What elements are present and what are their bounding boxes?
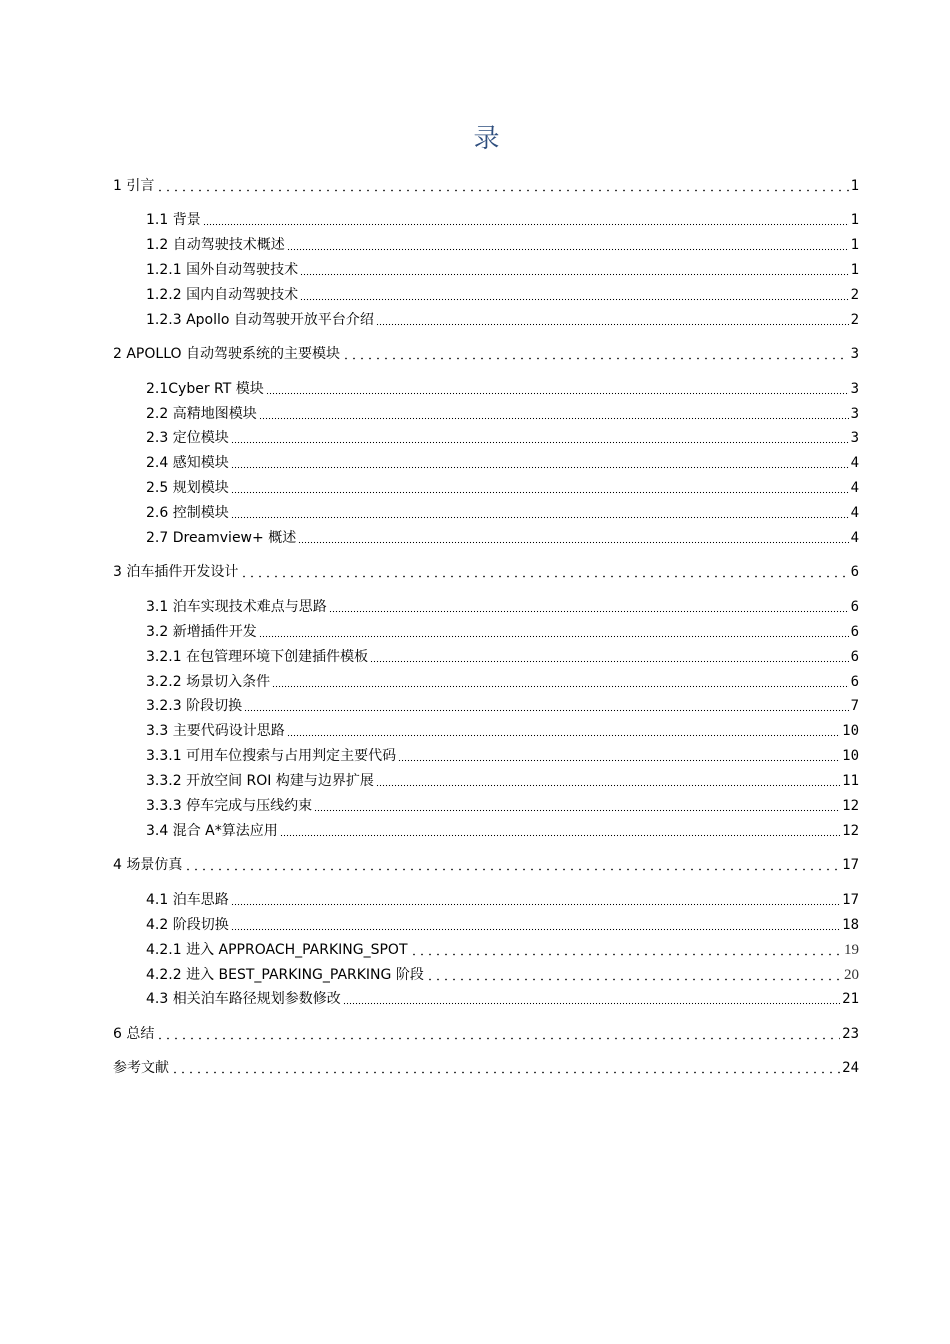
toc-entry-label: 1.2.3 Apollo 自动驾驶开放平台介绍	[146, 312, 374, 328]
toc-entry-label: 参考文献	[113, 1060, 169, 1076]
toc-entry-references[interactable]	[113, 1057, 859, 1079]
toc-entry-3-4[interactable]	[146, 820, 859, 842]
toc-entry-2-7[interactable]	[146, 527, 859, 549]
dot-leader	[410, 942, 842, 956]
toc-entry-2-1[interactable]	[146, 378, 859, 400]
toc-entry-page: 3	[850, 346, 859, 362]
toc-entry-label: 3.2 新增插件开发	[146, 624, 257, 640]
toc-entry-label: 2.2 高精地图模块	[146, 406, 257, 422]
toc-entry-page: 1	[850, 178, 859, 194]
toc-entry-2-6[interactable]	[146, 502, 859, 524]
toc-entry-page: 4	[850, 505, 859, 521]
toc-entry-page: 6	[850, 624, 859, 640]
toc-entry-label: 4 场景仿真	[113, 857, 183, 873]
toc-entry-page: 10	[842, 723, 859, 739]
toc-entry-label: 1 引言	[113, 178, 155, 194]
toc-entry-page: 1	[850, 262, 859, 278]
toc-entry-page: 2	[850, 312, 859, 328]
toc-entry-label: 2.3 定位模块	[146, 430, 229, 446]
dot-leader	[343, 991, 840, 1005]
toc-entry-page: 1	[850, 237, 859, 253]
toc-title: 录	[473, 124, 502, 154]
dot-leader	[298, 530, 848, 544]
toc-entry-label: 2.6 控制模块	[146, 505, 229, 521]
toc-entry-label: 4.1 泊车思路	[146, 892, 229, 908]
dot-leader	[300, 287, 848, 301]
toc-entry-label: 3.4 混合 A*算法应用	[146, 823, 278, 839]
toc-entry-1[interactable]	[113, 175, 859, 197]
toc-entry-page: 24	[842, 1060, 859, 1076]
toc-entry-page: 18	[842, 917, 859, 933]
toc-entry-label: 1.1 背景	[146, 212, 201, 228]
toc-entry-page: 7	[850, 698, 859, 714]
toc-entry-1-2-3[interactable]	[146, 309, 859, 331]
toc-entry-label: 3.1 泊车实现技术难点与思路	[146, 599, 327, 615]
dot-leader	[342, 346, 849, 360]
toc-entry-label: 2.7 Dreamview+ 概述	[146, 530, 297, 546]
toc-entry-page: 6	[850, 564, 859, 580]
toc-entry-page: 12	[842, 798, 859, 814]
toc-entry-4-3[interactable]	[146, 988, 859, 1010]
toc-entry-1-1[interactable]	[146, 209, 859, 231]
toc-entry-2-3[interactable]	[146, 427, 859, 449]
toc-entry-label: 4.2.1 进入 APPROACH_PARKING_SPOT	[146, 942, 408, 958]
dot-leader	[259, 406, 849, 420]
toc-entry-page: 4	[850, 480, 859, 496]
dot-leader	[184, 857, 840, 871]
dot-leader	[287, 723, 840, 737]
toc-entry-label: 3.2.3 阶段切换	[146, 698, 243, 714]
toc-entry-1-2-1[interactable]	[146, 259, 859, 281]
toc-entry-label: 3 泊车插件开发设计	[113, 564, 239, 580]
dot-leader	[266, 381, 849, 395]
dot-leader	[231, 430, 849, 444]
toc-entry-3-2-2[interactable]	[146, 671, 859, 693]
dot-leader	[231, 917, 840, 931]
toc-entry-page: 3	[850, 381, 859, 397]
dot-leader	[156, 1026, 840, 1040]
toc-entry-label: 3.3.2 开放空间 ROI 构建与边界扩展	[146, 773, 374, 789]
toc-entry-4-2-1[interactable]	[146, 939, 859, 961]
toc-entry-2[interactable]	[113, 343, 859, 365]
toc-entry-label: 2 APOLLO 自动驾驶系统的主要模块	[113, 346, 340, 362]
dot-leader	[240, 564, 848, 578]
toc-entry-page: 23	[842, 1026, 859, 1042]
dot-leader	[300, 262, 848, 276]
toc-entry-4[interactable]	[113, 854, 859, 876]
dot-leader	[156, 178, 848, 192]
dot-leader	[426, 967, 842, 981]
toc-entry-page: 17	[842, 892, 859, 908]
toc-entry-3-1[interactable]	[146, 596, 859, 618]
toc-entry-label: 1.2 自动驾驶技术概述	[146, 237, 285, 253]
toc-entry-1-2[interactable]	[146, 234, 859, 256]
toc-entry-1-2-2[interactable]	[146, 284, 859, 306]
toc-entry-label: 1.2.2 国内自动驾驶技术	[146, 287, 299, 303]
dot-leader	[259, 624, 849, 638]
toc-entry-3[interactable]	[113, 561, 859, 583]
toc-entry-4-1[interactable]	[146, 889, 859, 911]
dot-leader	[280, 823, 840, 837]
dot-leader	[171, 1060, 840, 1074]
dot-leader	[272, 674, 848, 688]
dot-leader	[231, 892, 840, 906]
toc-entry-page: 4	[850, 455, 859, 471]
dot-leader	[231, 480, 849, 494]
toc-entry-label: 2.4 感知模块	[146, 455, 229, 471]
toc-entry-2-5[interactable]	[146, 477, 859, 499]
dot-leader	[370, 649, 848, 663]
dot-leader	[314, 798, 840, 812]
dot-leader	[376, 773, 840, 787]
toc-entry-page: 2	[850, 287, 859, 303]
dot-leader	[244, 698, 848, 712]
dot-leader	[231, 505, 849, 519]
toc-entry-2-4[interactable]	[146, 452, 859, 474]
toc-entry-3-3-1[interactable]	[146, 745, 859, 767]
toc-entry-page: 6	[850, 674, 859, 690]
dot-leader	[203, 212, 849, 226]
toc-entry-page: 20	[844, 967, 859, 983]
toc-entry-label: 2.1Cyber RT 模块	[146, 381, 264, 397]
toc-entry-page: 4	[850, 530, 859, 546]
toc-entry-3-2-3[interactable]	[146, 695, 859, 717]
toc-entry-page: 6	[850, 599, 859, 615]
toc-entry-page: 10	[842, 748, 859, 764]
toc-entry-label: 3.3 主要代码设计思路	[146, 723, 285, 739]
toc-entry-2-2[interactable]	[146, 403, 859, 425]
toc-entry-label: 3.3.1 可用车位搜索与占用判定主要代码	[146, 748, 397, 764]
dot-leader	[398, 748, 840, 762]
dot-leader	[376, 312, 849, 326]
toc-entry-page: 6	[850, 649, 859, 665]
toc-entry-page: 3	[850, 406, 859, 422]
toc-entry-3-3[interactable]	[146, 720, 859, 742]
toc-entry-page: 11	[842, 773, 859, 789]
toc-entry-page: 17	[842, 857, 859, 873]
toc-entry-3-2[interactable]	[146, 621, 859, 643]
dot-leader	[329, 599, 849, 613]
toc-entry-label: 3.3.3 停车完成与压线约束	[146, 798, 313, 814]
toc-entry-label: 2.5 规划模块	[146, 480, 229, 496]
toc-entry-page: 21	[842, 991, 859, 1007]
toc-entry-label: 3.2.1 在包管理环境下创建插件模板	[146, 649, 369, 665]
toc-entry-page: 12	[842, 823, 859, 839]
toc-entry-page: 1	[850, 212, 859, 228]
toc-entry-label: 4.2.2 进入 BEST_PARKING_PARKING 阶段	[146, 967, 424, 983]
toc-entry-3-3-2[interactable]	[146, 770, 859, 792]
toc-entry-label: 4.3 相关泊车路径规划参数修改	[146, 991, 341, 1007]
toc-entry-label: 6 总结	[113, 1026, 155, 1042]
toc-entry-label: 1.2.1 国外自动驾驶技术	[146, 262, 299, 278]
dot-leader	[287, 237, 849, 251]
toc-entry-page: 19	[844, 942, 859, 958]
toc-entry-page: 3	[850, 430, 859, 446]
toc-entry-4-2-2[interactable]	[146, 964, 859, 986]
toc-entry-6[interactable]	[113, 1023, 859, 1045]
toc-entry-label: 3.2.2 场景切入条件	[146, 674, 271, 690]
toc-entry-3-3-3[interactable]	[146, 795, 859, 817]
toc-entry-4-2[interactable]	[146, 914, 859, 936]
toc-entry-label: 4.2 阶段切换	[146, 917, 229, 933]
toc-entry-3-2-1[interactable]	[146, 646, 859, 668]
dot-leader	[231, 455, 849, 469]
